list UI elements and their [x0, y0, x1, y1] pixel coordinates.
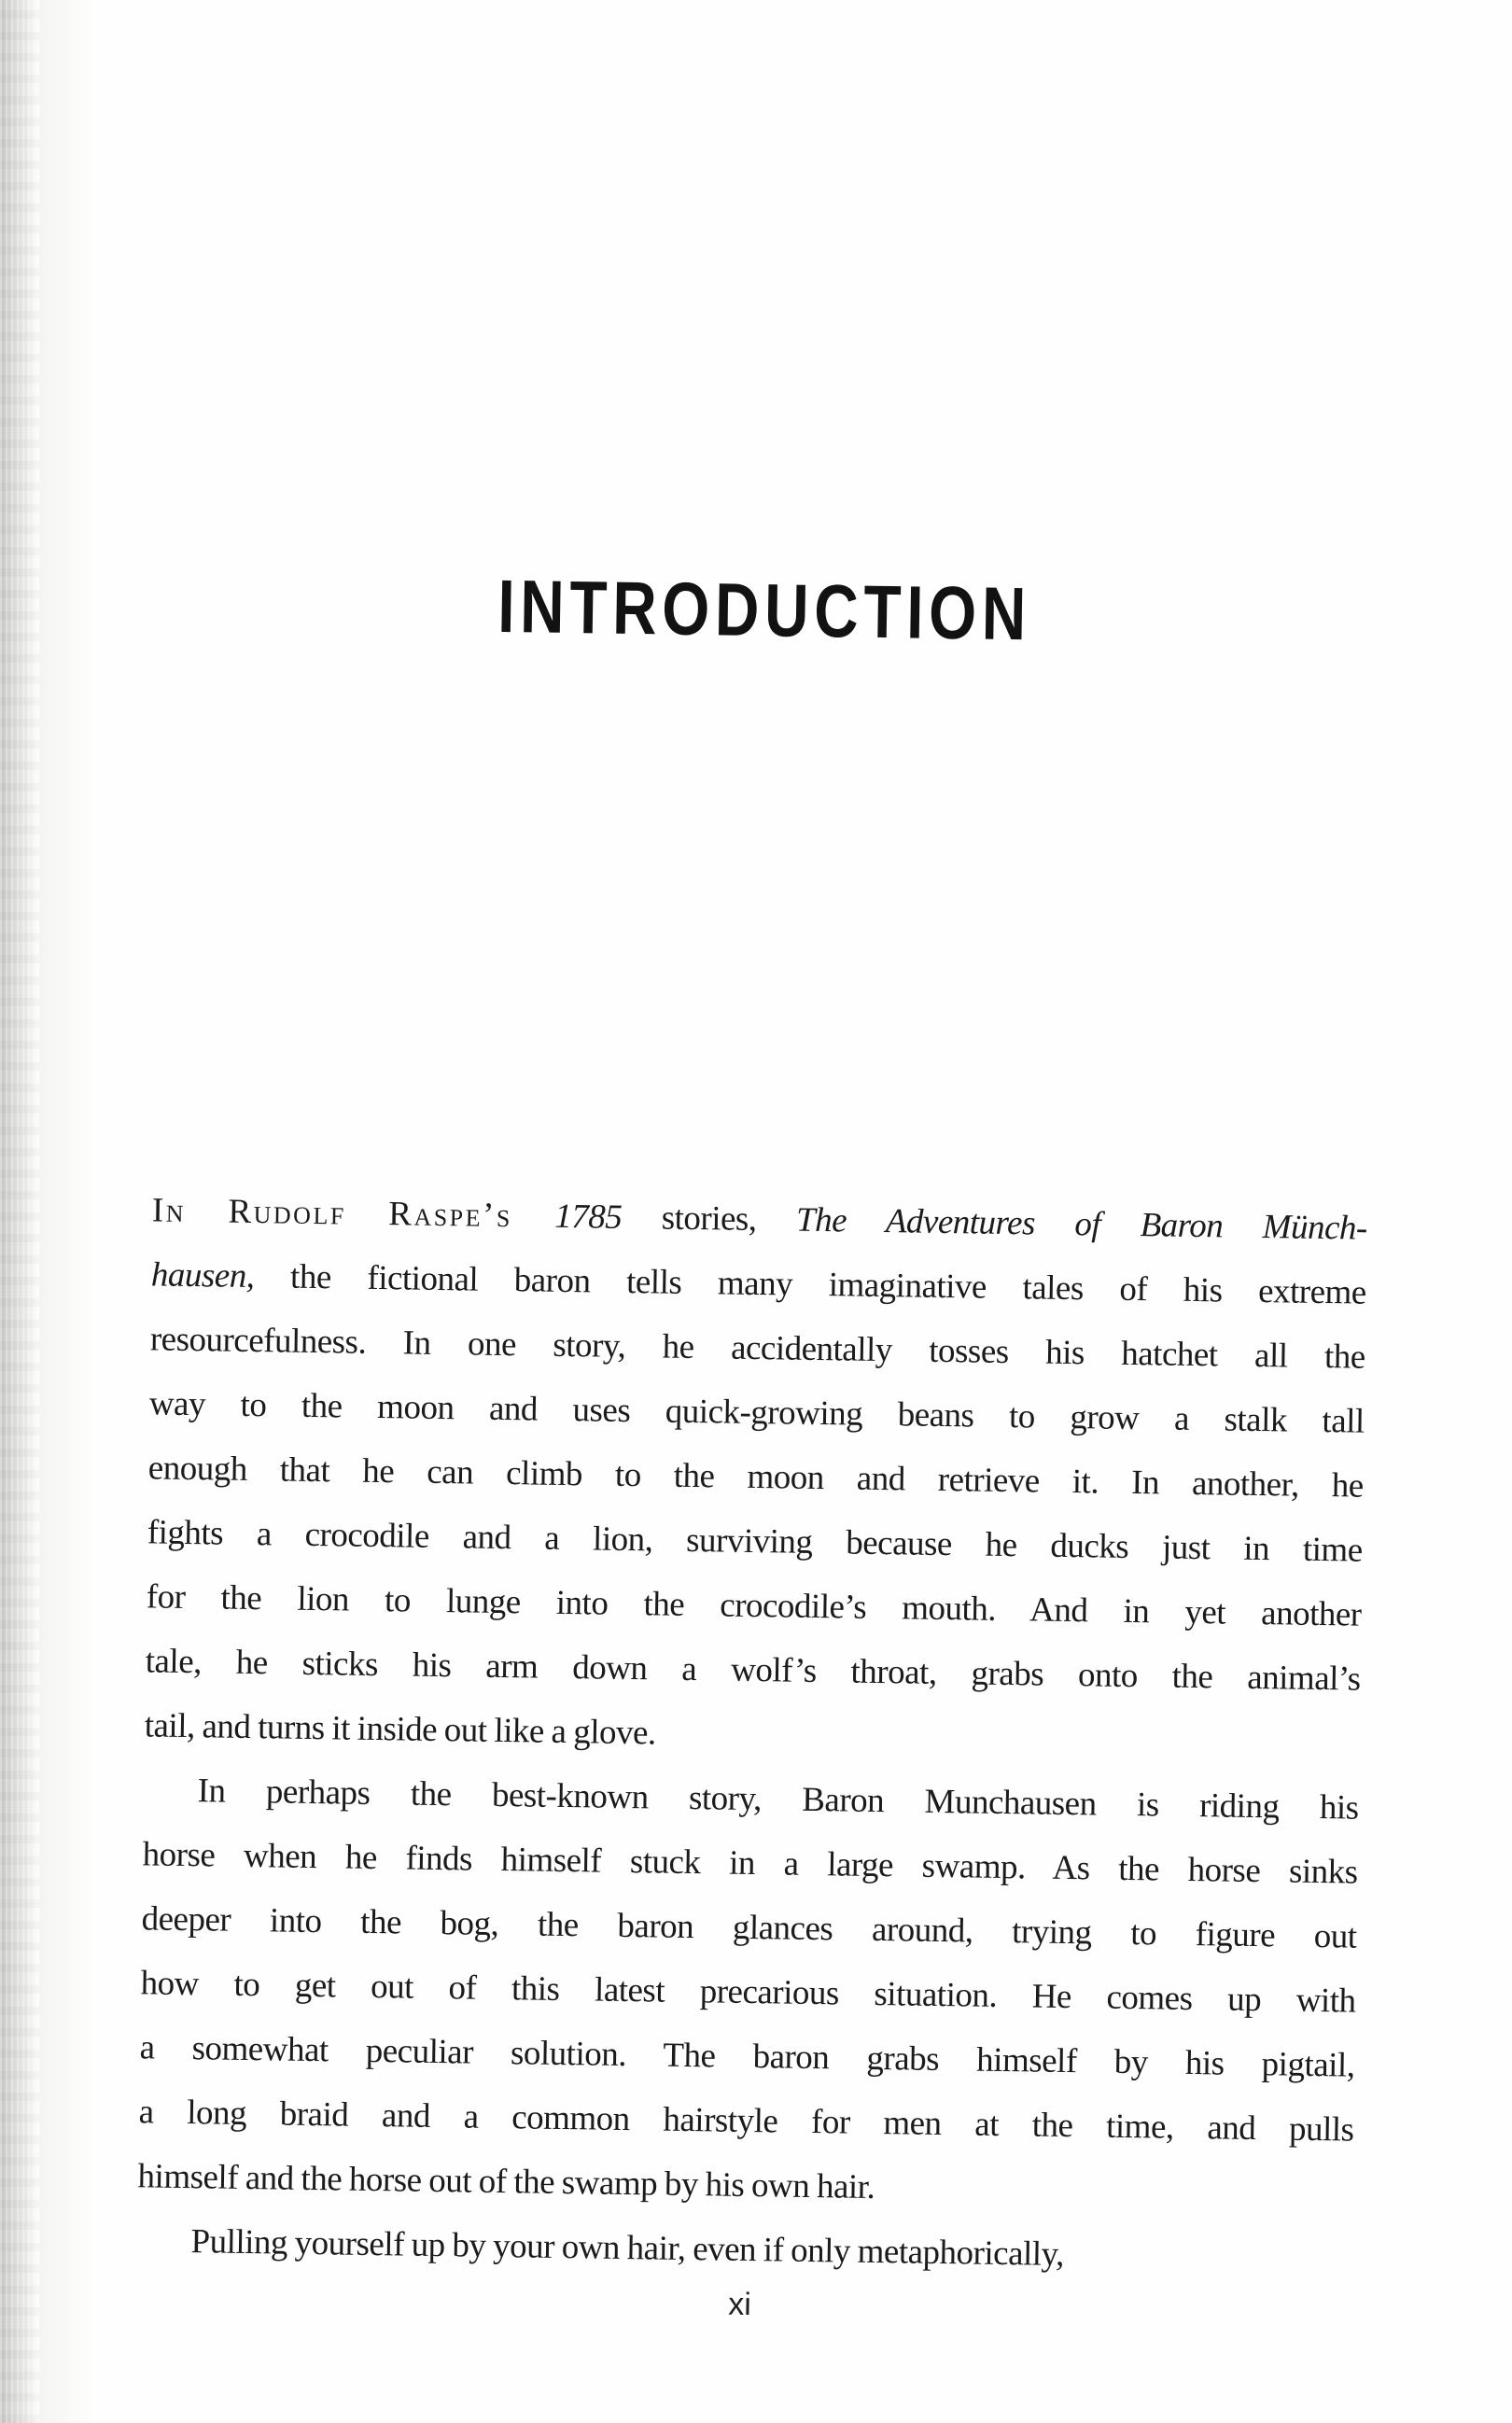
- text-segment-roman: In perhaps the best-known story, Baron Munchausen is riding his: [197, 1772, 1359, 1828]
- text-segment-roman: resourcefulness. In one story, he accidentally tosses his hatchet all the: [149, 1320, 1366, 1377]
- text-segment-italic: The Adventures of Baron Münch-: [795, 1200, 1368, 1248]
- text-segment-roman: fights a crocodile and a lion, surviving because he ducks just in time: [147, 1513, 1363, 1570]
- text-segment-roman: horse when he finds himself stuck in a large swamp. As the horse sinks: [142, 1835, 1358, 1892]
- body-text: [136, 1178, 1367, 2290]
- text-segment-roman: the fictional baron tells many imaginative tales of his extreme: [254, 1257, 1367, 1312]
- text-segment-roman: way to the moon and uses quick-growing beans to grow a stalk tall: [148, 1384, 1365, 1441]
- text-segment-roman: enough that he can climb to the moon and retrieve it. In another, he: [147, 1449, 1365, 1506]
- text-segment-roman: stories,: [621, 1197, 797, 1240]
- text-segment-roman: a long braid and a common hairstyle for men at the time, and pulls: [138, 2093, 1354, 2150]
- text-segment-roman: himself and the horse out of the swamp by his own hair.: [137, 2157, 875, 2207]
- text-segment-roman: a somewhat peculiar solution. The baron grabs himself by his pigtail,: [139, 2028, 1355, 2085]
- text-segment-roman: tale, he sticks his arm down a wolf’s throat, grabs onto the animal’s: [145, 1642, 1361, 1699]
- chapter-title-text: INTRODUCTION: [497, 564, 1033, 656]
- text-segment-smallcaps: In Rudolf Raspe’s: [151, 1191, 555, 1236]
- text-segment-roman: how to get out of this latest precarious situation. He comes up with: [140, 1964, 1356, 2021]
- chapter-title: [8, 562, 1512, 659]
- text-segment-roman: tail, and turns it inside out like a glove.: [144, 1706, 657, 1753]
- text-segment-roman: Pulling yourself up by your own hair, even if only metaphorically,: [190, 2222, 1065, 2275]
- page-number: xi: [728, 2286, 752, 2323]
- text-segment-italic: hausen,: [150, 1255, 255, 1296]
- text-segment-oldstyle: 1785: [553, 1197, 623, 1237]
- text-segment-roman: for the lion to lunge into the crocodile’s mouth. And in yet another: [146, 1577, 1362, 1634]
- text-segment-roman: deeper into the bog, the baron glances around, trying to figure out: [141, 1899, 1357, 1956]
